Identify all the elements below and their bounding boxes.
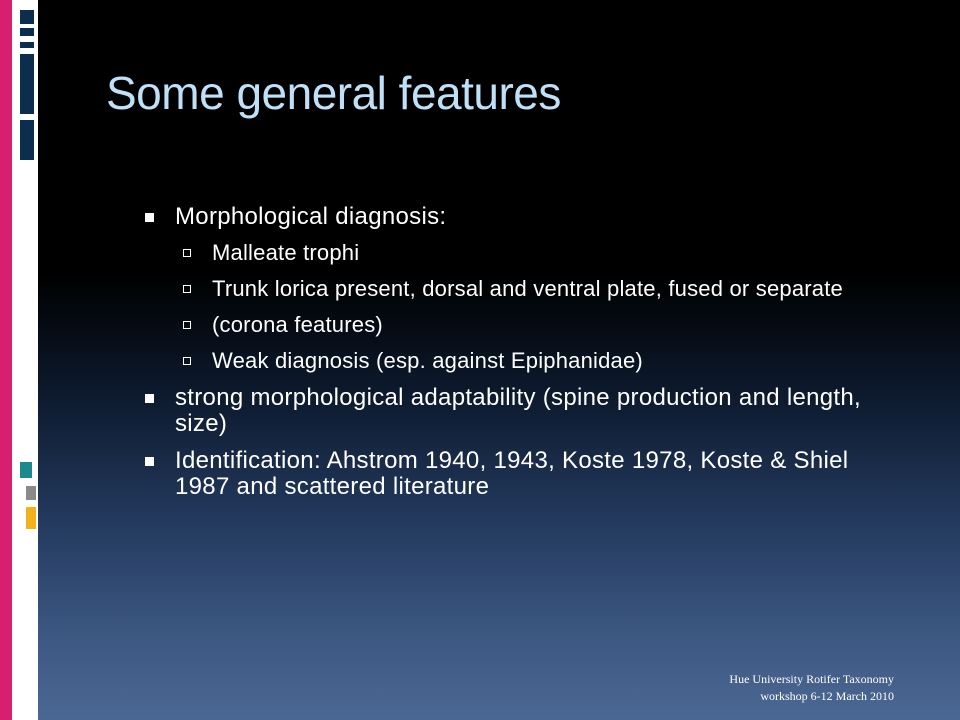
deco-square-yellow bbox=[26, 507, 36, 529]
deco-square-gray bbox=[26, 486, 36, 500]
deco-square bbox=[20, 28, 34, 36]
deco-square-teal bbox=[20, 462, 32, 478]
sub-bullet-item bbox=[145, 349, 905, 373]
deco-square bbox=[20, 54, 34, 114]
bullet-text: Identification: Ahstrom 1940, 1943, Koste 1978, Koste & Shiel 1987 and scattered literature bbox=[175, 447, 849, 500]
bullet-item bbox=[145, 204, 905, 230]
deco-square bbox=[20, 120, 34, 160]
square-bullet-icon bbox=[145, 394, 154, 403]
slide-title: Some general features bbox=[106, 67, 561, 119]
bullet-text: strong morphological adaptability (spine production and length, size) bbox=[175, 384, 861, 437]
footer-line: Hue University Rotifer Taxonomy bbox=[729, 672, 894, 686]
bullet-item bbox=[145, 385, 905, 437]
bullet-text: Morphological diagnosis: bbox=[175, 203, 447, 230]
sub-bullet-text: Trunk lorica present, dorsal and ventral plate, fused or separate bbox=[212, 276, 843, 301]
footer-line: workshop 6-12 March 2010 bbox=[760, 689, 894, 703]
bullet-list bbox=[145, 204, 905, 511]
sub-bullet-text: (corona features) bbox=[212, 312, 383, 337]
hollow-square-bullet-icon bbox=[183, 321, 191, 329]
hollow-square-bullet-icon bbox=[183, 357, 191, 365]
sub-bullet-item bbox=[145, 277, 905, 301]
hollow-square-bullet-icon bbox=[183, 249, 191, 257]
square-bullet-icon bbox=[145, 457, 154, 466]
sub-bullet-item bbox=[145, 241, 905, 265]
deco-square bbox=[20, 42, 34, 48]
sub-bullet-item bbox=[145, 313, 905, 337]
hollow-square-bullet-icon bbox=[183, 285, 191, 293]
slide-footer bbox=[729, 671, 894, 705]
sub-bullet-text: Malleate trophi bbox=[212, 240, 360, 265]
deco-square bbox=[20, 10, 34, 24]
pink-accent-bar bbox=[0, 0, 12, 720]
bullet-item bbox=[145, 448, 905, 500]
square-bullet-icon bbox=[145, 213, 154, 222]
sub-bullet-text: Weak diagnosis (esp. against Epiphanidae) bbox=[212, 348, 643, 373]
